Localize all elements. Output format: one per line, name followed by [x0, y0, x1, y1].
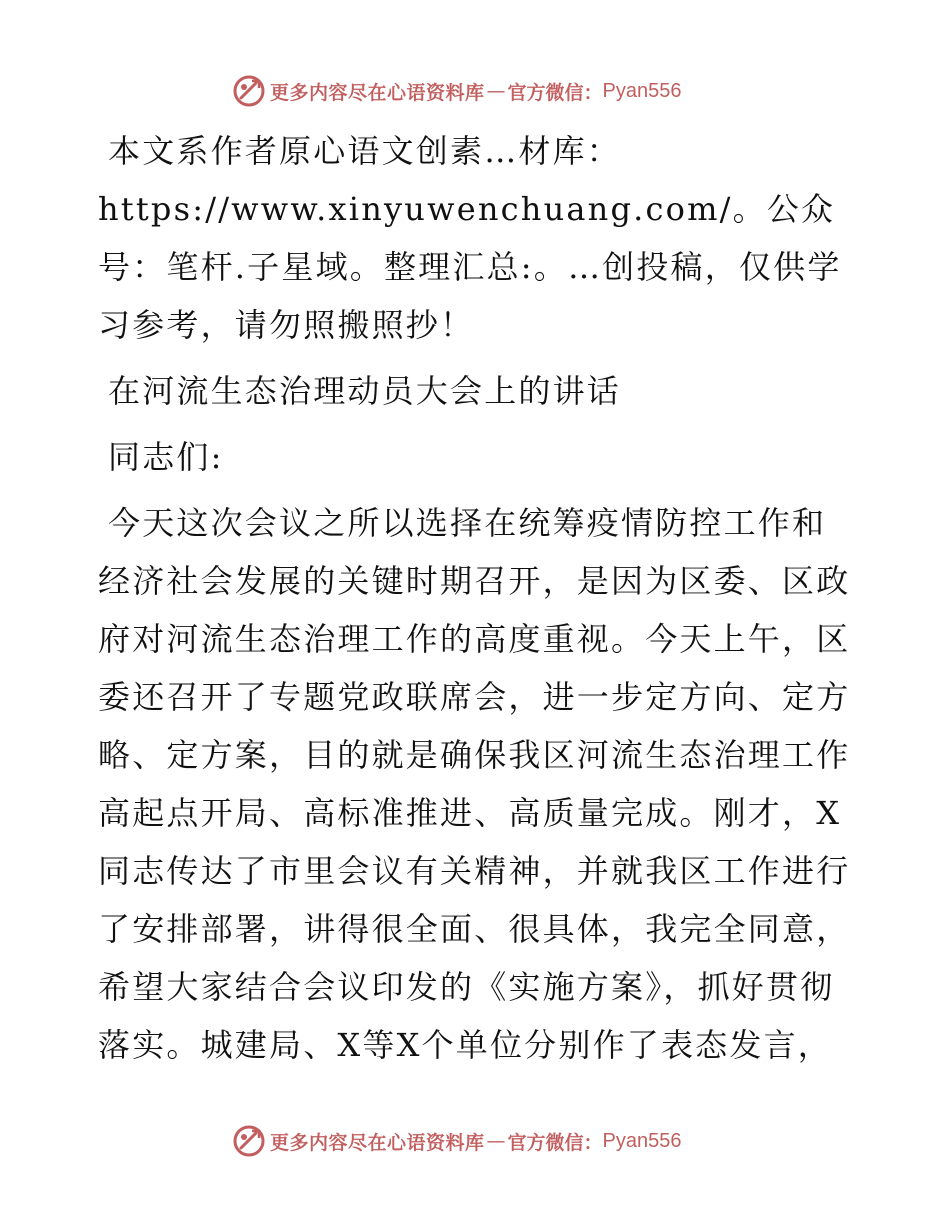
banner-main-text: 更多内容尽在心语资料库: [270, 1131, 485, 1154]
banner-wechat-id: Pyan556: [602, 1129, 682, 1152]
speech-title: 在河流生态治理动员大会上的讲话: [108, 372, 622, 410]
banner-main-text: 更多内容尽在心语资料库: [270, 81, 485, 104]
body-paragraph: 今天这次会议之所以选择在统筹疫情防控工作和经济社会发展的关键时期召开，是因为区委、区政府对河流生态治理工作的高度重视。今天上午，区委还召开了专题党政联席会，进一步定方向、定方略、定方案，目的就是确保我区河流生态治理工作高起点开局、高标准推进、高质量完成。刚才，X同志传达了市里会议有关精神，并就我区工作进行了安排部署，讲得很全面、很具体，我完全同意，希望大家结合会议印发的《实施方案》，抓好贯彻落实。城建局、X等X个单位分别作了表态发言，: [98, 504, 851, 1064]
brand-logo-icon: [232, 74, 266, 108]
salutation: 同志们:: [108, 438, 224, 476]
banner-wechat-label: 官方微信：: [507, 81, 603, 104]
copyright-notice: 本文系作者原心语文创素…材库：https://www.xinyuwenchuang.com/。公众号：笔杆.子星域。整理汇总:。…创投稿，仅供学习参考，请勿照搬照抄！: [98, 132, 842, 344]
brand-logo-icon: [232, 1124, 266, 1158]
footer-watermark-banner: [232, 1123, 732, 1159]
banner-wechat-id: Pyan556: [602, 79, 682, 102]
banner-wechat-label: 官方微信：: [507, 1131, 603, 1154]
banner-separator: —: [486, 80, 506, 102]
document-body: [98, 122, 858, 1074]
header-watermark-banner: [232, 73, 732, 109]
banner-separator: —: [486, 1130, 506, 1152]
